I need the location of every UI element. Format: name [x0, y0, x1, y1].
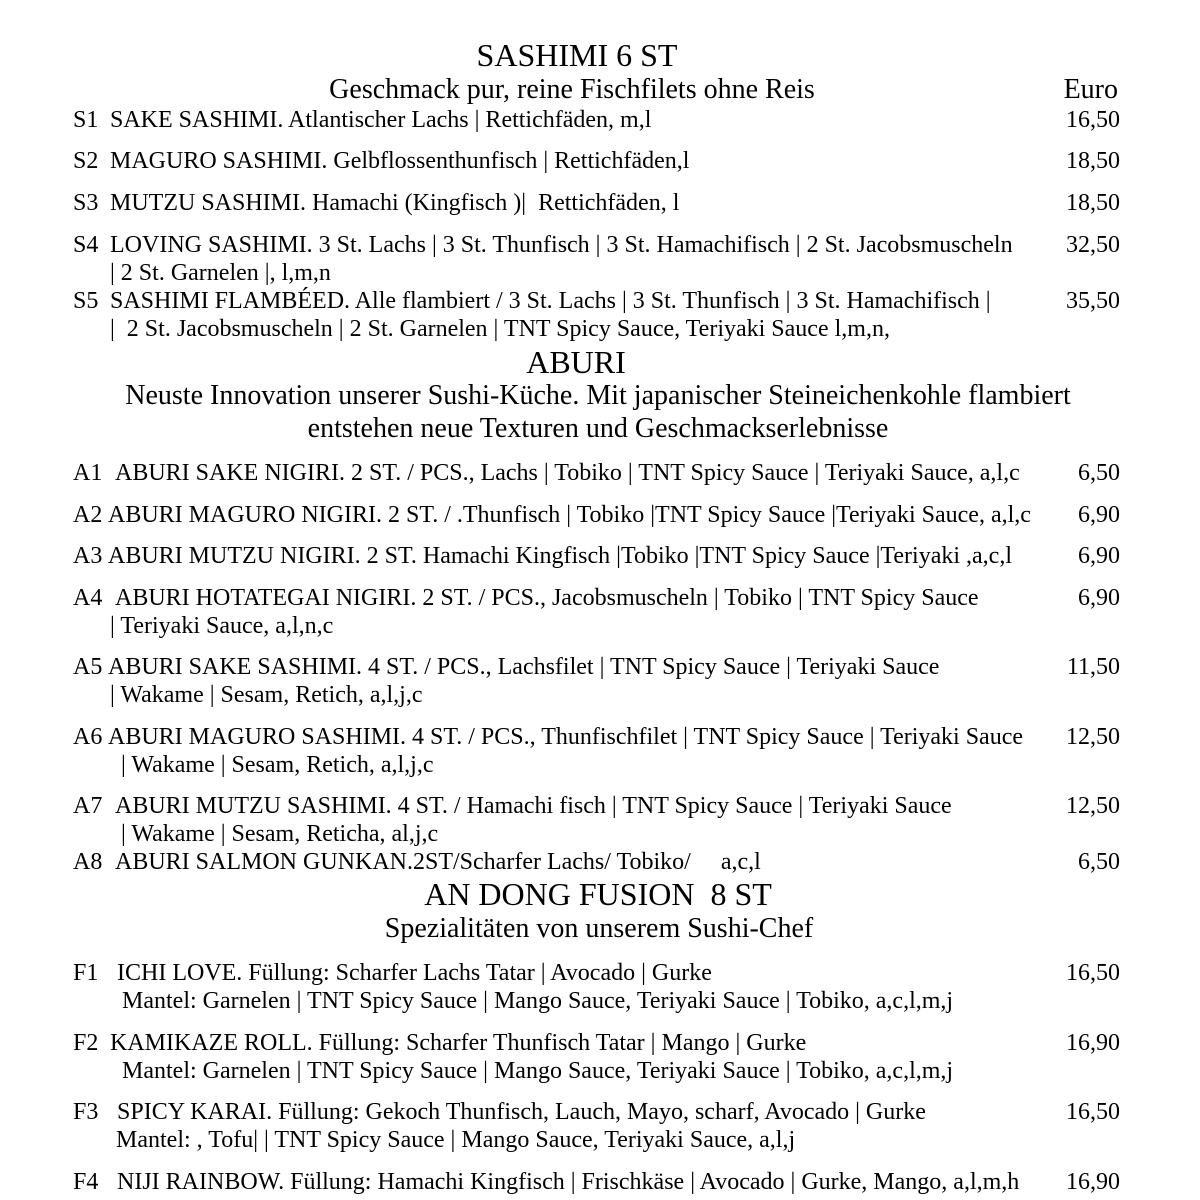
item-description: LOVING SASHIMI. 3 St. Lachs | 3 St. Thunfisch | 3 St. Hamachifisch | 2 St. Jacobsmuscheln — [110, 232, 1013, 258]
item-price: 12,50 — [1066, 724, 1120, 750]
item-description-continued: | Wakame | Sesam, Reticha, al,j,c — [121, 821, 439, 847]
item-price: 16,90 — [1066, 1169, 1120, 1195]
item-description-continued: Mantel: , Tofu| | TNT Spicy Sauce | Mango Sauce, Teriyaki Sauce, a,l,j — [116, 1127, 796, 1153]
item-description-continued: | 2 St. Garnelen |, l,m,n — [110, 260, 331, 286]
section-description: Neuste Innovation unserer Sushi-Küche. Mit japanischer Steineichenkohle flambiert — [125, 380, 1071, 411]
item-code: S4 — [73, 232, 99, 258]
item-description: ABURI MUTZU NIGIRI. 2 ST. Hamachi Kingfisch |Tobiko |TNT Spicy Sauce |Teriyaki ,a,c,l — [108, 543, 1012, 569]
item-description: ABURI SALMON GUNKAN.2ST/Scharfer Lachs/ Tobiko/ a,c,l — [115, 849, 761, 875]
item-description: SAKE SASHIMI. Atlantischer Lachs | Rettichfäden, m,l — [110, 107, 652, 133]
section-title: AN DONG FUSION 8 ST — [424, 876, 772, 912]
item-code: S3 — [73, 190, 99, 216]
item-price: 18,50 — [1066, 148, 1120, 174]
item-description: KAMIKAZE ROLL. Füllung: Scharfer Thunfisch Tatar | Mango | Gurke — [110, 1030, 807, 1056]
item-description: ABURI MUTZU SASHIMI. 4 ST. / Hamachi fisch | TNT Spicy Sauce | Teriyaki Sauce — [115, 793, 952, 819]
item-description: ABURI MAGURO NIGIRI. 2 ST. / .Thunfisch | Tobiko |TNT Spicy Sauce |Teriyaki Sauce, a,l,c — [108, 502, 1031, 528]
section-subtitle: Geschmack pur, reine Fischfilets ohne Reis — [329, 74, 815, 105]
item-price: 32,50 — [1066, 232, 1120, 258]
item-code: A2 — [73, 502, 103, 528]
item-price: 6,90 — [1078, 543, 1120, 569]
item-description: NIJI RAINBOW. Füllung: Hamachi Kingfisch | Frischkäse | Avocado | Gurke, Mango, a,l,m,h — [117, 1169, 1020, 1195]
item-code: A3 — [73, 543, 103, 569]
item-price: 35,50 — [1066, 288, 1120, 314]
section-title: SASHIMI 6 ST — [476, 37, 678, 73]
item-description-continued: Mantel: Garnelen | TNT Spicy Sauce | Mango Sauce, Teriyaki Sauce | Tobiko, a,c,l,m,j — [122, 1058, 954, 1084]
item-price: 6,50 — [1078, 460, 1120, 486]
item-price: 6,90 — [1078, 585, 1120, 611]
section-description-continued: entstehen neue Texturen und Geschmackserlebnisse — [307, 413, 889, 444]
item-code: S1 — [73, 107, 99, 133]
item-price: 16,90 — [1066, 1030, 1120, 1056]
item-code: A5 — [73, 654, 103, 680]
item-description-continued: | 2 St. Jacobsmuscheln | 2 St. Garnelen | TNT Spicy Sauce, Teriyaki Sauce l,m,n, — [110, 316, 890, 342]
section-subtitle: Spezialitäten von unserem Sushi-Chef — [384, 913, 814, 944]
item-code: S5 — [73, 288, 99, 314]
item-code: F4 — [73, 1169, 99, 1195]
item-code: A8 — [73, 849, 103, 875]
item-code: F3 — [73, 1099, 99, 1125]
item-description-continued: Mantel: Garnelen | TNT Spicy Sauce | Mango Sauce, Teriyaki Sauce | Tobiko, a,c,l,m,j — [122, 988, 954, 1014]
item-code: A1 — [73, 460, 103, 486]
item-description-continued: | Teriyaki Sauce, a,l,n,c — [110, 613, 334, 639]
item-code: A4 — [73, 585, 103, 611]
price-column-header: Euro — [1063, 74, 1118, 105]
item-description: ABURI SAKE SASHIMI. 4 ST. / PCS., Lachsfilet | TNT Spicy Sauce | Teriyaki Sauce — [108, 654, 940, 680]
item-description: ABURI SAKE NIGIRI. 2 ST. / PCS., Lachs | Tobiko | TNT Spicy Sauce | Teriyaki Sauce, a,l,c — [115, 460, 1020, 486]
item-description-continued: | Wakame | Sesam, Retich, a,l,j,c — [121, 752, 434, 778]
item-description: MUTZU SASHIMI. Hamachi (Kingfisch )| Rettichfäden, l — [110, 190, 680, 216]
item-code: F1 — [73, 960, 99, 986]
item-code: F2 — [73, 1030, 99, 1056]
item-description-continued: | Wakame | Sesam, Retich, a,l,j,c — [110, 682, 423, 708]
item-code: S2 — [73, 148, 99, 174]
item-description: ICHI LOVE. Füllung: Scharfer Lachs Tatar | Avocado | Gurke — [117, 960, 712, 986]
item-description: SPICY KARAI. Füllung: Gekoch Thunfisch, Lauch, Mayo, scharf, Avocado | Gurke — [117, 1099, 926, 1125]
item-price: 16,50 — [1066, 107, 1120, 133]
section-title: ABURI — [526, 344, 626, 380]
item-price: 16,50 — [1066, 960, 1120, 986]
item-price: 6,90 — [1078, 502, 1120, 528]
item-description: ABURI MAGURO SASHIMI. 4 ST. / PCS., Thunfischfilet | TNT Spicy Sauce | Teriyaki Sauce — [108, 724, 1024, 750]
item-code: A7 — [73, 793, 103, 819]
item-price: 11,50 — [1066, 654, 1120, 680]
item-price: 6,50 — [1078, 849, 1120, 875]
item-price: 16,50 — [1066, 1099, 1120, 1125]
item-description: SASHIMI FLAMBÉED. Alle flambiert / 3 St. Lachs | 3 St. Thunfisch | 3 St. Hamachifisch | — [110, 288, 991, 314]
item-price: 18,50 — [1066, 190, 1120, 216]
item-description: ABURI HOTATEGAI NIGIRI. 2 ST. / PCS., Jacobsmuscheln | Tobiko | TNT Spicy Sauce — [115, 585, 979, 611]
item-price: 12,50 — [1066, 793, 1120, 819]
item-code: A6 — [73, 724, 103, 750]
item-description: MAGURO SASHIMI. Gelbflossenthunfisch | Rettichfäden,l — [110, 148, 690, 174]
